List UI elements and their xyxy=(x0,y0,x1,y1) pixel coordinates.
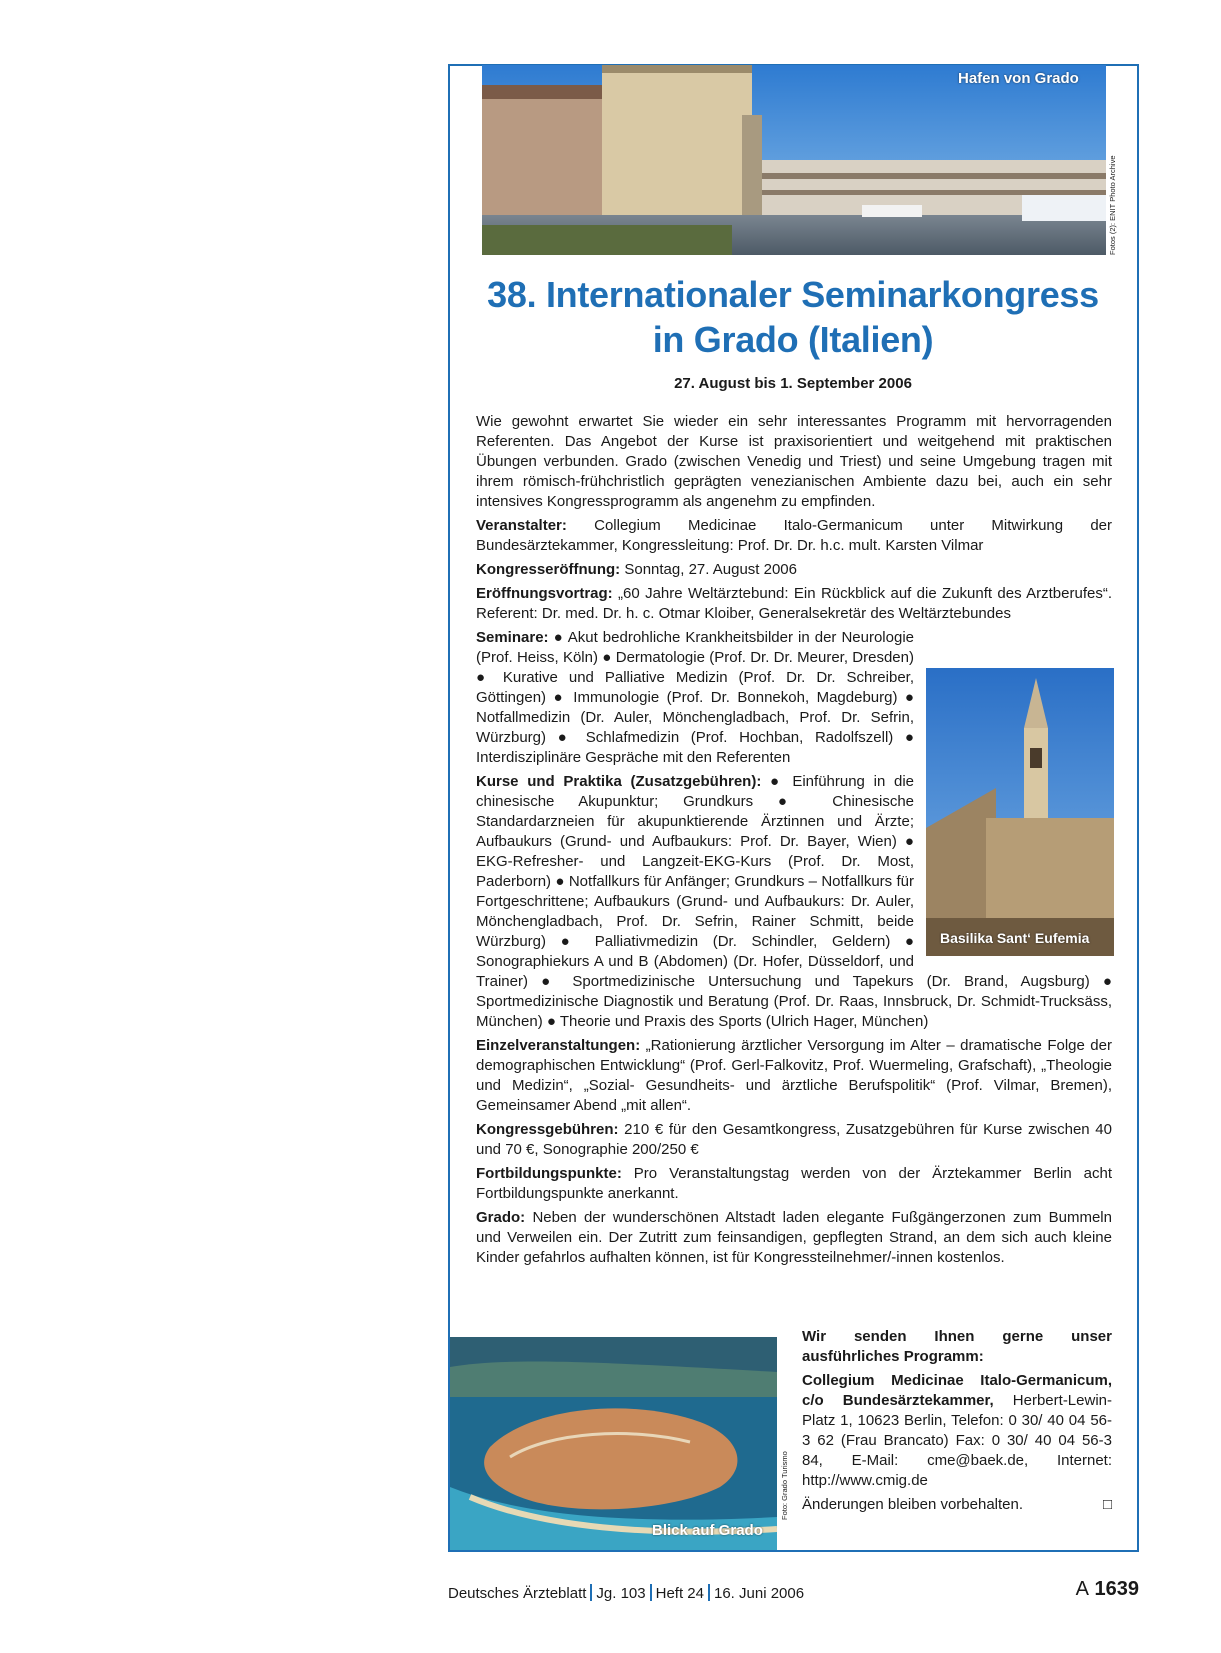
intro-paragraph: Wie gewohnt erwartet Sie wieder ein sehr interessantes Programm mit hervorragenden Referenten. Das Angebot der Kurse ist praxisorientiert und weitgehend mit praktischen Übungen verbunden. Grado (zwischen Venedig und Triest) und seine Umgebung tragen mit ihrem römisch-frühchristlich geprägten venezianischen Ambiente dazu bei, auch ein sehr intensives Kongressprogramm als angenehm zu empfinden. xyxy=(476,413,1112,510)
footer-volume: Jg. 103 xyxy=(596,1585,646,1602)
section-einzelveranstaltungen xyxy=(476,1036,1112,1116)
aerial-photo xyxy=(450,1337,777,1550)
basilica-photo xyxy=(926,668,1114,956)
section-text: „60 Jahre Weltärztebund: Ein Rückblick auf die Zukunft des Arztberufes“. Referent: Dr. med. Dr. h. c. Otmar Kloiber, Generalsekretär des Weltärztebundes xyxy=(476,585,1113,622)
section-label: Kurse und Praktika (Zusatzgebühren): xyxy=(476,773,762,790)
section-fortbildungspunkte xyxy=(476,1164,1112,1204)
section-text: „Rationierung ärztlicher Versorgung im Alter – dramatische Folge der demographischen Entwicklung“ (Prof. Gerl-Falkovitz, Prof. Wuermeling, Grafschaft), „Theologie und Medizin“, „Sozial- Gesundheits- und ärztliche Berufspolitik“ (Prof. Vilmar, Bremen), Gemeinsamer Abend „mit allen“. xyxy=(476,1037,1112,1114)
footer-separator xyxy=(650,1584,652,1601)
page-number xyxy=(1076,1578,1139,1601)
aerial-caption: Blick auf Grado xyxy=(652,1522,763,1539)
section-text: ● Akut bedrohliche Krankheitsbilder in der Neurologie (Prof. Heiss, Köln) ● Dermatologie (Prof. Dr. Dr. Meurer, Dresden) ● Kurative und Palliative Medizin (Prof. Dr. Dr. Schreiber, Göttingen) ● Immunologie (Prof. Dr. Bonnekoh, Magdeburg) ● Notfallmedizin (Dr. Auler, Mönchengladbach, Prof. Dr. Sefrin, Würzburg) ● Schlafmedizin (Prof. Hochban, Radolfszell) ● Interdisziplinäre Gespräche mit den Referenten xyxy=(476,629,914,766)
section-text: Neben der wunderschönen Altstadt laden elegante Fußgängerzonen zum Bummeln und Verweilen ein. Der Zutritt zum feinsandigen, gepflegten Strand, an dem sich auch kleine Kinder gefahrlos aufhalten können, ist für Kongressteilnehmer/-innen kostenlos. xyxy=(476,1209,1112,1266)
contact-block xyxy=(802,1327,1112,1519)
harbour-photo xyxy=(482,65,1106,255)
footer-date: 16. Juni 2006 xyxy=(714,1585,805,1602)
section-kongresseroeffnung xyxy=(476,560,1112,580)
footer-separator xyxy=(590,1584,592,1601)
basilica-caption: Basilika Sant‘ Eufemia xyxy=(940,930,1090,946)
footer-issue: Heft 24 xyxy=(655,1585,704,1602)
section-kongressgebuehren xyxy=(476,1120,1112,1160)
section-label: Einzelveranstaltungen: xyxy=(476,1037,641,1054)
section-text: Sonntag, 27. August 2006 xyxy=(624,561,797,578)
section-grado xyxy=(476,1208,1112,1268)
section-label: Grado: xyxy=(476,1209,526,1226)
title-line-1: 38. Internationaler Seminarkongress xyxy=(487,274,1099,315)
section-text: Collegium Medicinae Italo-Germanicum unter Mitwirkung der Bundesärztekammer, Kongressleitung: Prof. Dr. Dr. h.c. mult. Karsten Vilmar xyxy=(476,517,1112,554)
event-date: 27. August bis 1. September 2006 xyxy=(674,375,912,392)
harbour-caption: Hafen von Grado xyxy=(958,70,1079,87)
contact-details: Herbert-Lewin-Platz 1, 10623 Berlin, Telefon: 0 30/ 40 04 56-3 62 (Frau Brancato) Fax: 0 30/ 40 04 56-3 84, E-Mail: cme@baek.de, Internet: http://www.cmig.de xyxy=(802,1392,1112,1489)
footer xyxy=(448,1584,804,1602)
footer-separator xyxy=(708,1584,710,1601)
contact-note xyxy=(802,1495,1112,1515)
section-label: Kongressgebühren: xyxy=(476,1121,619,1138)
section-veranstalter xyxy=(476,516,1112,556)
article-title xyxy=(462,272,1124,362)
aerial-credit: Foto: Grado Turismo xyxy=(780,1451,789,1520)
section-text: Pro Veranstaltungstag werden von der Ärztekammer Berlin acht Fortbildungspunkte anerkannt. xyxy=(476,1165,1113,1202)
end-mark: □ xyxy=(1102,1496,1112,1513)
section-label: Kongresseröffnung: xyxy=(476,561,621,578)
contact-heading xyxy=(802,1327,1112,1367)
article-body xyxy=(476,412,1112,1272)
section-label: Veranstalter: xyxy=(476,517,567,534)
section-label: Eröffnungsvortrag: xyxy=(476,585,613,602)
footer-journal: Deutsches Ärzteblatt xyxy=(448,1585,587,1602)
title-line-2: in Grado (Italien) xyxy=(652,319,934,360)
section-eroeffnungsvortrag xyxy=(476,584,1112,624)
harbour-credit: Fotos (2): ENIT Photo Archive xyxy=(1108,155,1117,255)
contact-heading-text: Wir senden Ihnen gerne unser ausführliches Programm: xyxy=(802,1328,1112,1365)
section-text: 210 € für den Gesamtkongress, Zusatzgebühren für Kurse zwischen 40 und 70 €, Sonographie 200/250 € xyxy=(476,1121,1112,1158)
page-prefix: A xyxy=(1075,1578,1089,1600)
page-number-value: 1639 xyxy=(1094,1578,1139,1600)
contact-org: Collegium Medicinae Italo-Germanicum, c/o Bundesärztekammer, xyxy=(802,1372,1112,1409)
section-label: Seminare: xyxy=(476,629,549,646)
section-text: ● Einführung in die chinesische Akupunktur; Grundkurs ● Chinesische Standardarzneien für akupunktierende Ärztinnen und Ärzte; Aufbaukurs (Grund- und Aufbaukurs: Prof. Dr. Bayer, Wien) ● EKG-Refresher- und Langzeit-EKG-Kurs (Prof. Dr. Most, Paderborn) ● Notfallkurs für Anfänger; Grundkurs – Notfallkurs für Fortgeschrittene; Aufbaukurs (Grund- und Aufbaukurs: Dr. Auler, Mönchengladbach, Prof. Dr. Sefrin, Rainer Schmitt, beide Würzburg) ● Palliativmedizin (Dr. Schindler, Geldern) ● Sonographiekurs A und B (Abdomen) (Dr. Hofer, Düsseldorf, und Trainer) ● Sportmedizinische Untersuchung und Tapekurs (Dr. Brand, Augsburg) ● Sportmedizinische Diagnostik und Beratung (Prof. Dr. Raas, Innsbruck, Dr. Schmidt-Trucksäss, München) ● Theorie und Praxis des Sports (Ulrich Hager, München) xyxy=(476,773,1112,1030)
section-label: Fortbildungspunkte: xyxy=(476,1165,622,1182)
contact-note-text: Änderungen bleiben vorbehalten. xyxy=(802,1496,1024,1513)
contact-address xyxy=(802,1371,1112,1491)
